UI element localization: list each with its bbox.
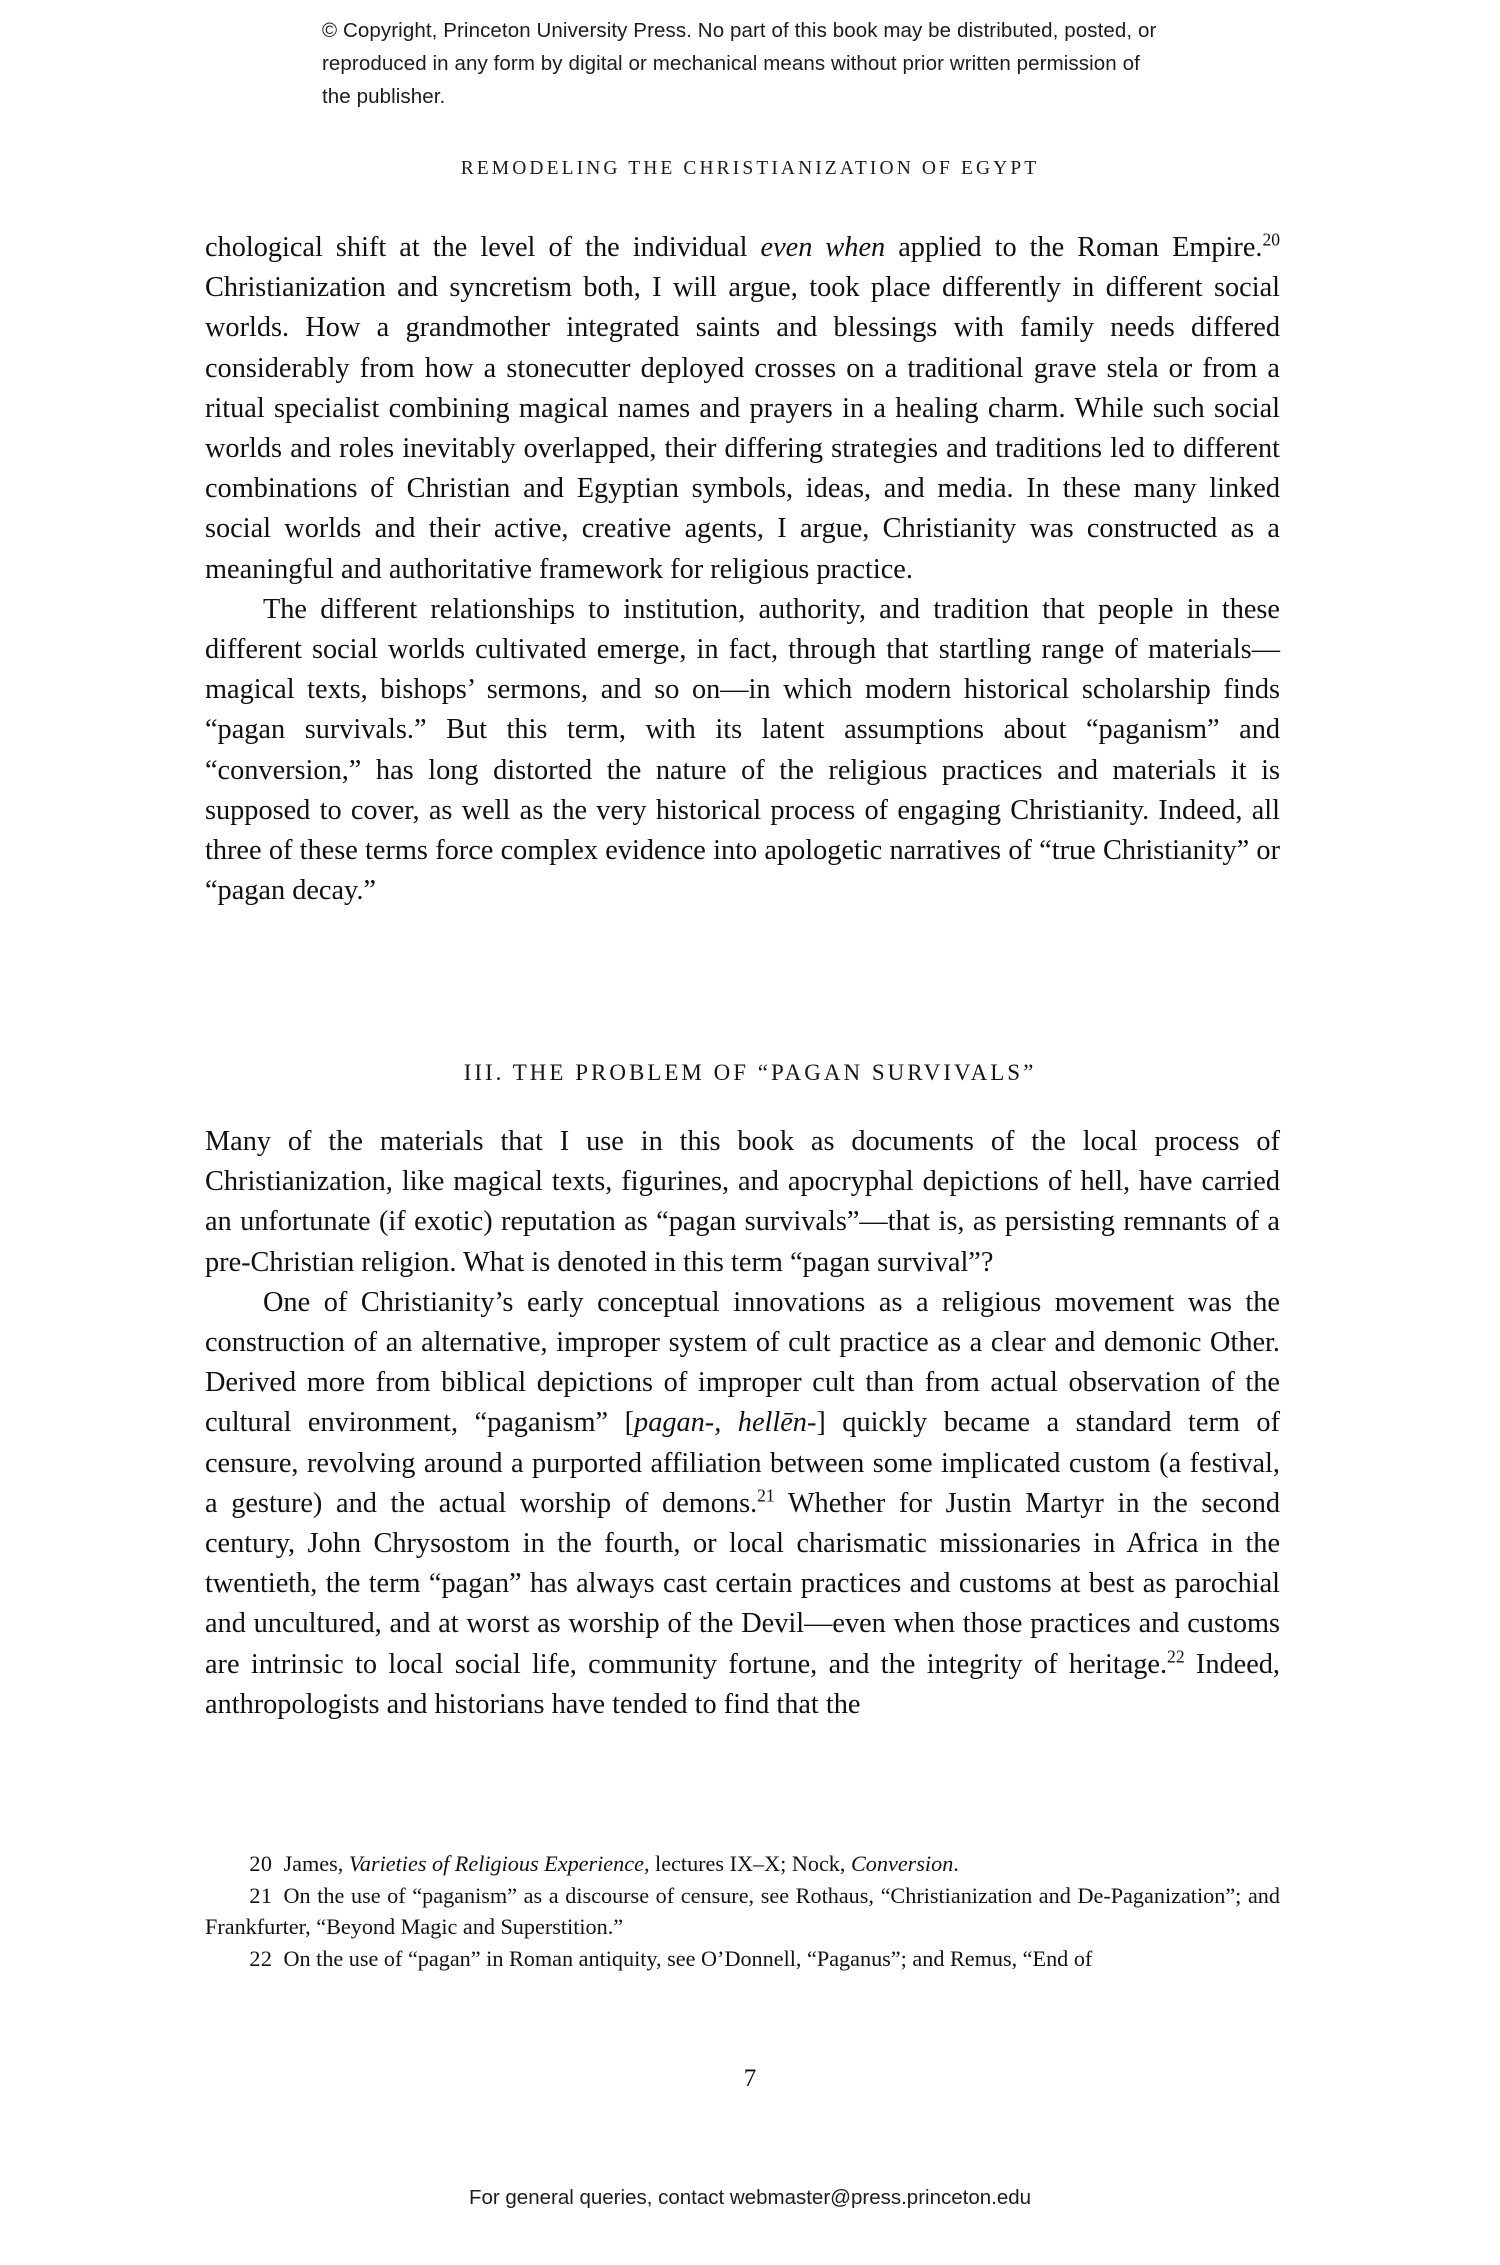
footnote-21-number: 21 — [249, 1882, 273, 1908]
footnote-22 — [205, 1943, 1280, 1975]
paragraph-1-italic-a: even when — [760, 232, 886, 263]
footnote-20-text-b: , lectures IX–X; Nock, — [643, 1851, 851, 1876]
footnote-20-italic-a: Varieties of Religious Experience — [348, 1851, 644, 1876]
paragraph-4-italic-a: pagan-, hellēn- — [634, 1407, 817, 1439]
body-text-upper — [205, 228, 1280, 911]
section-heading: III. THE PROBLEM OF “PAGAN SURVIVALS” — [463, 1060, 1037, 1085]
footnote-20 — [205, 1848, 1280, 1880]
paragraph-4 — [205, 1283, 1280, 1725]
footnote-21 — [205, 1880, 1280, 1943]
footnote-22-number: 22 — [249, 1945, 273, 1971]
paragraph-1-text-a: chological shift at the level of the individual — [205, 232, 761, 263]
paragraph-1 — [205, 228, 1280, 590]
copyright-notice: © Copyright, Princeton University Press. No part of this book may be distributed, posted, or reproduced in any form by digital or mechanical means without prior written permission of the publisher. — [322, 19, 1157, 108]
footnote-marker-22: 22 — [1167, 1646, 1185, 1667]
paragraph-4-text-c: Whether for Justin Martyr in the second century, John Chrysostom in the fourth, or local charismatic missionaries in Africa in the twentieth, the term “pagan” has always cast certain practices and customs at best as parochial and uncultured, and at worst as worship of the Devil—even when those practices and customs are intrinsic to local social life, community fortune, and the integrity of heritage. — [205, 1487, 1280, 1680]
paragraph-1-text-b: applied to the Roman Empire. — [885, 232, 1263, 263]
running-head: REMODELING THE CHRISTIANIZATION OF EGYPT — [460, 158, 1040, 179]
footer-notice: For general queries, contact webmaster@press.princeton.edu — [468, 2186, 1032, 2209]
footnote-21-text: On the use of “paganism” as a discourse of censure, see Rothaus, “Christianization and De-Paganization”; and Frankfurter, “Beyond Magic and Superstition.” — [205, 1882, 1280, 1939]
footnote-marker-21: 21 — [757, 1485, 775, 1506]
paragraph-4-text-b: ] quickly became a standard term of censure, revolving around a purported affiliation between some implicated custom (a festival, a gesture) and the actual worship of demons. — [205, 1407, 1280, 1519]
paragraph-2: The different relationships to institution, authority, and tradition that people in these different social worlds cultivated emerge, in fact, through that startling range of materials—magical texts, bishops’ sermons, and so on—in which modern historical scholarship finds “pagan survivals.” But this term, with its latent assumptions about “paganism” and “conversion,” has long distorted the nature of the religious practices and materials it is supposed to cover, as well as the very historical process of engaging Christianity. Indeed, all three of these terms force complex evidence into apologetic narratives of “true Christianity” or “pagan decay.” — [205, 593, 1280, 907]
page-number: 7 — [743, 2065, 757, 2092]
footnote-22-text: On the use of “pagan” in Roman antiquity, see O’Donnell, “Paganus”; and Remus, “End of — [283, 1945, 1093, 1971]
body-text-lower — [205, 1122, 1280, 1725]
footnote-20-text-a: James, — [283, 1851, 349, 1876]
paragraph-1-text-c: Christianization and syncretism both, I will argue, took place differently in different social worlds. How a grandmother integrated saints and blessings with family needs differed considerably from how a stonecutter deployed crosses on a traditional grave stela or from a ritual specialist combining magical names and prayers in a healing charm. While such social worlds and roles inevitably overlapped, their differing strategies and traditions led to different combinations of Christian and Egyptian symbols, ideas, and media. In these many linked social worlds and their active, creative agents, I argue, Christianity was constructed as a meaningful and authoritative framework for religious practice. — [205, 272, 1280, 585]
footnote-20-number: 20 — [249, 1851, 273, 1876]
paragraph-4-text-d: Indeed, anthropologists and historians have tended to find that the — [205, 1648, 1280, 1720]
footnote-20-text-c: . — [953, 1851, 959, 1876]
paragraph-3: Many of the materials that I use in this book as documents of the local process of Christianization, like magical texts, figurines, and apocryphal depictions of hell, have carried an unfortunate (if exotic) reputation as “pagan survivals”—that is, as persisting remnants of a pre-Christian religion. What is denoted in this term “pagan survival”? — [205, 1126, 1280, 1278]
footnote-block — [205, 1848, 1280, 1974]
footnote-marker-20: 20 — [1262, 229, 1280, 250]
footnote-20-italic-b: Conversion — [850, 1851, 954, 1876]
paragraph-4-text-a: One of Christianity’s early conceptual innovations as a religious movement was the construction of an alternative, improper system of cult practice as a clear and demonic Other. Derived more from biblical depictions of improper cult than from actual observation of the cultural environment, “paganism” [ — [205, 1286, 1280, 1439]
